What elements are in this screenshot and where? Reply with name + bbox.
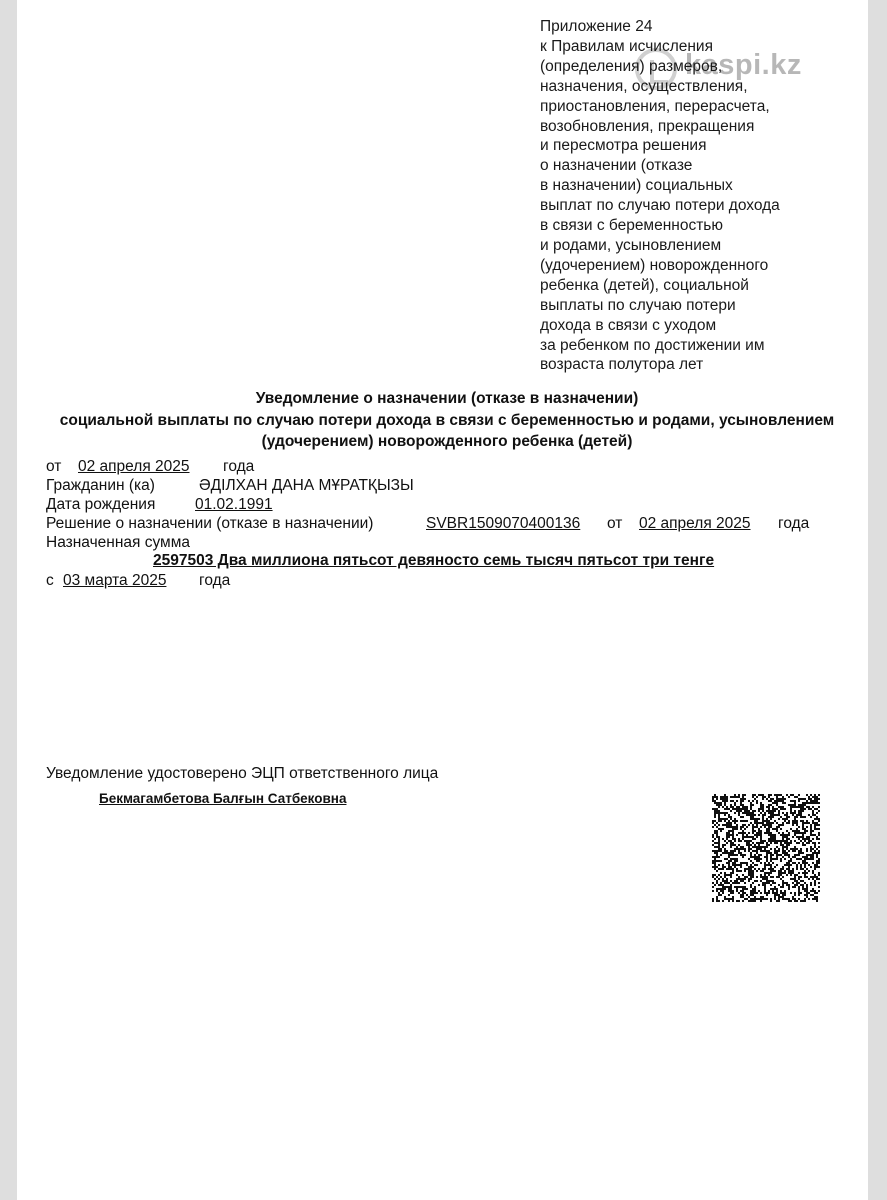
watermark-text: kaspi.kz (685, 49, 802, 81)
appendix-line: Приложение 24 (540, 18, 653, 35)
decision-from: от (607, 515, 623, 532)
notice-date: 02 апреля 2025 (78, 458, 190, 475)
start-prefix: с (46, 572, 54, 589)
appendix-reference (540, 17, 840, 375)
decision-year-word: года (778, 515, 810, 532)
appendix-line: и пересмотра решения (540, 137, 707, 155)
sum-label: Назначенная сумма (46, 534, 190, 551)
title-line-2: социальной выплаты по случаю потери дохода в связи с беременностью и родами, усыновлением (59, 411, 835, 429)
citizen-name: ӘДІЛХАН ДАНА МҰРАТҚЫЗЫ (199, 477, 414, 494)
appendix-line: (удочерением) новорожденного (540, 256, 769, 274)
appendix-line: к Правилам исчисления (540, 37, 713, 55)
title-line-3: (удочерением) новорожденного ребенка (детей) (261, 433, 633, 450)
appendix-line: назначения, осуществления, (540, 77, 748, 95)
appendix-line: возобновления, прекращения (540, 117, 755, 135)
notice-title (37, 388, 857, 453)
decision-date: 02 апреля 2025 (639, 515, 751, 532)
appendix-line: возраста полутора лет (540, 356, 704, 374)
appendix-line: дохода в связи с уходом (540, 316, 717, 334)
decision-number: SVBR1509070400136 (426, 515, 581, 532)
appendix-line: и родами, усыновлением (540, 236, 722, 254)
title-line-1: Уведомление о назначении (отказе в назначении) (255, 390, 639, 407)
appendix-line: ребенка (детей), социальной (540, 276, 749, 294)
start-date: 03 марта 2025 (63, 572, 167, 589)
appendix-line: выплат по случаю потери дохода (540, 197, 780, 215)
date-prefix: от (46, 458, 62, 475)
citizen-label: Гражданин (ка) (46, 477, 155, 494)
signer-name: Бекмагамбетова Балғын Сатбековна (99, 791, 347, 806)
appendix-line: приостановления, перерасчета, (540, 97, 770, 115)
birth-label: Дата рождения (46, 496, 156, 513)
appendix-line: в связи с беременностью (540, 217, 724, 235)
appendix-line: за ребенком по достижении им (540, 336, 765, 354)
appendix-line: выплаты по случаю потери (540, 296, 736, 314)
date-year-word: года (223, 458, 255, 475)
document-page (17, 0, 868, 1200)
appendix-line: в назначении) социальных (540, 177, 733, 195)
start-year-word: года (199, 572, 231, 589)
birth-date: 01.02.1991 (195, 496, 273, 513)
appendix-line: о назначении (отказе (540, 157, 693, 175)
appendix-line: (определения) размеров, (540, 57, 723, 75)
decision-label: Решение о назначении (отказе в назначении) (46, 515, 374, 532)
qr-code-icon (712, 794, 820, 902)
signature-statement: Уведомление удостоверено ЭЦП ответственного лица (46, 765, 439, 782)
sum-amount: 2597503 Два миллиона пятьсот девяносто семь тысяч пятьсот три тенге (153, 552, 715, 569)
